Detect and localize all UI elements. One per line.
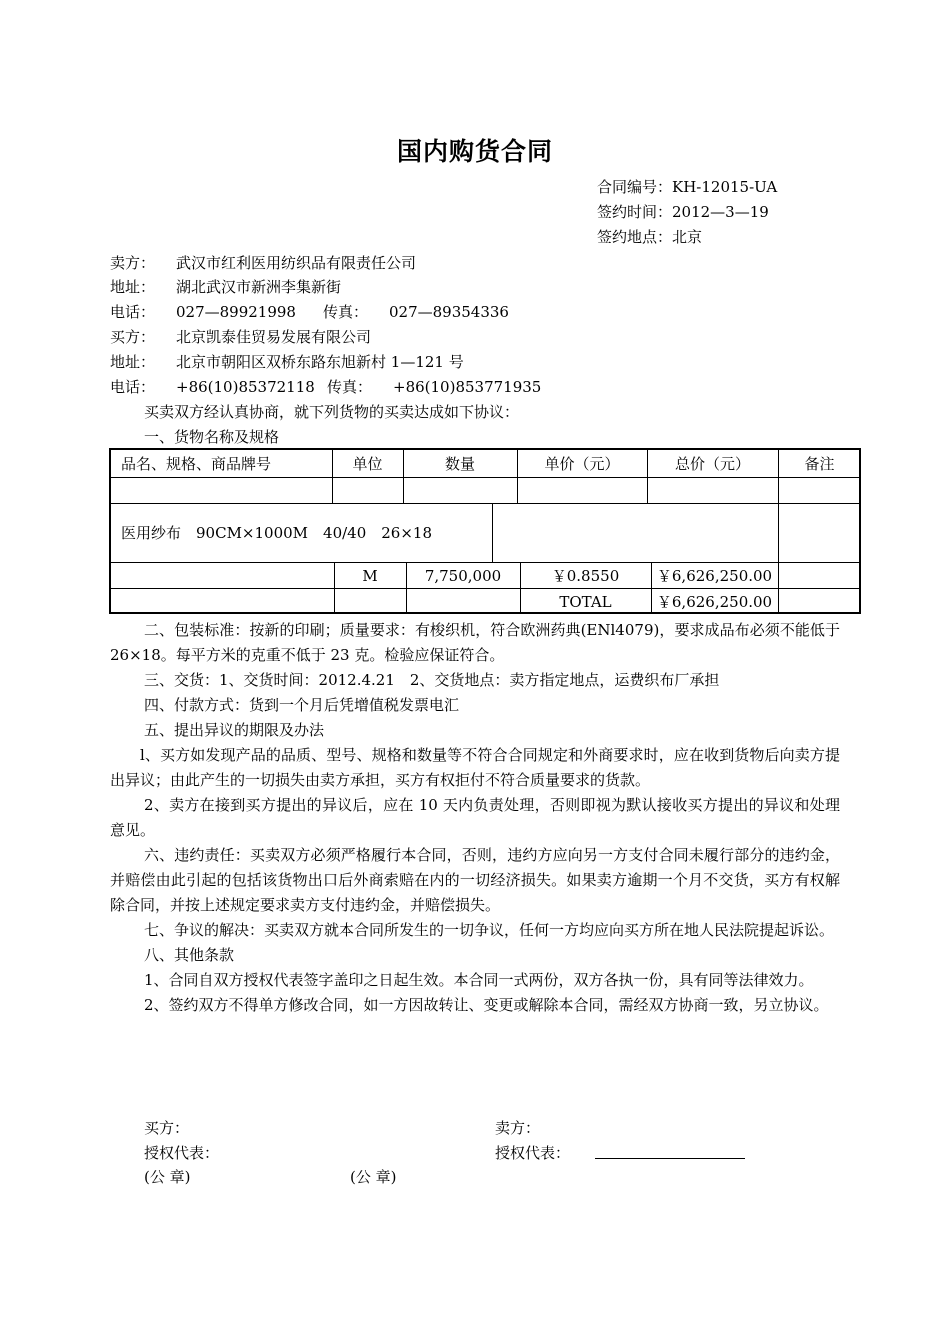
clause-liability: 六、违约责任：买卖双方必须严格履行本合同，否则，违约方应向另一方支付合同未履行部分的违约金，并赔偿由此引起的包括该货物出口后外商索赔在内的一切经济损失。如果卖方逾期一个月不交货，买方有权解除合同，并按上述规定要求卖方支付违约金，并赔偿损失。 <box>110 846 840 914</box>
sign-place: 签约地点：北京 <box>597 228 703 246</box>
buyer-name: 北京凯泰佳贸易发展有限公司 <box>176 328 372 346</box>
total-price-value: ￥6,626,250.00 <box>656 567 773 585</box>
contract-title: 国内购货合同 <box>396 137 553 166</box>
buyer-phone: +86(10)85372118 <box>176 378 315 396</box>
buyer-label: 买方： <box>110 328 156 346</box>
clause-objection-2: 2、卖方在接到买方提出的异议后，应在 10 天内负责处理，否则即视为默认接收买方提出的异议和处理意见。 <box>110 796 840 839</box>
total-label: TOTAL <box>559 593 612 611</box>
seller-phone: 027—89921998 <box>176 303 296 321</box>
sig-seller-label: 卖方： <box>495 1119 541 1137</box>
section-goods-heading: 一、货物名称及规格 <box>144 428 280 446</box>
product-spec: 医用纱布 90CM×1000M 40/40 26×18 <box>121 524 432 542</box>
signature-line <box>595 1158 745 1159</box>
buyer-phone-label: 电话： <box>110 378 156 396</box>
clause-dispute: 七、争议的解决：买卖双方就本合同所发生的一切争议，任何一方均应向买方所在地人民法院提起诉讼。 <box>144 921 835 939</box>
seller-address: 湖北武汉市新洲李集新街 <box>176 278 342 296</box>
clause-delivery: 三、交货：1、交货时间：2012.4.21 2、交货地点：卖方指定地点，运费织布厂承担 <box>144 671 720 689</box>
sig-buyer-rep: 授权代表： <box>144 1144 220 1162</box>
sig-buyer-seal: (公 章) <box>144 1168 191 1186</box>
buyer-fax-label: 传真： <box>327 378 373 396</box>
seller-name: 武汉市红利医用纺织品有限责任公司 <box>176 254 417 272</box>
sig-buyer-label: 买方： <box>144 1119 190 1137</box>
clause-objection-heading: 五、提出异议的期限及办法 <box>144 721 325 739</box>
seller-address-label: 地址： <box>110 278 156 296</box>
clause-other-heading: 八、其他条款 <box>144 946 235 964</box>
seller-fax: 027—89354336 <box>389 303 509 321</box>
unit-value: M <box>362 567 378 585</box>
buyer-address-label: 地址： <box>110 353 156 371</box>
col-header-unit-price: 单价（元） <box>544 455 620 473</box>
contract-clauses <box>110 618 840 1018</box>
buyer-address: 北京市朝阳区双桥东路东旭新村 1—121 号 <box>176 353 464 371</box>
seller-fax-label: 传真： <box>323 303 369 321</box>
clause-payment: 四、付款方式：货到一个月后凭增值税发票电汇 <box>144 696 460 714</box>
grand-total-value: ￥6,626,250.00 <box>656 593 773 611</box>
goods-table <box>109 448 861 614</box>
seller-label: 卖方： <box>110 254 156 272</box>
sign-date: 签约时间：2012—3—19 <box>597 203 769 221</box>
contract-number: 合同编号：KH-12015-UA <box>597 178 778 196</box>
seller-phone-label: 电话： <box>110 303 156 321</box>
clause-other-1: 1、合同自双方授权代表签字盖印之日起生效。本合同一式两份，双方各执一份，具有同等法律效力。 <box>144 971 814 989</box>
col-header-product: 品名、规格、商品牌号 <box>121 455 272 473</box>
sig-seller-rep: 授权代表： <box>495 1144 571 1162</box>
col-header-remarks: 备注 <box>804 455 835 473</box>
buyer-fax: +86(10)853771935 <box>393 378 542 396</box>
col-header-quantity: 数量 <box>444 455 475 473</box>
clause-packaging: 二、包装标准：按新的印刷；质量要求：有梭织机，符合欧洲药典(ENl4079)，要求成品布必须不能低于 26×18。每平方米的克重不低于 23 克。检验应保证符合。 <box>110 621 840 664</box>
col-header-unit: 单位 <box>352 455 383 473</box>
intro-text: 买卖双方经认真协商，就下列货物的买卖达成如下协议： <box>144 403 520 421</box>
unit-price-value: ￥0.8550 <box>551 567 620 585</box>
quantity-value: 7,750,000 <box>424 567 502 585</box>
col-header-total-price: 总价（元） <box>674 455 750 473</box>
clause-other-2: 2、签约双方不得单方修改合同，如一方因故转让、变更或解除本合同，需经双方协商一致，另立协议。 <box>144 996 829 1014</box>
sig-seller-seal: (公 章) <box>350 1168 397 1186</box>
clause-objection-1: l、买方如发现产品的品质、型号、规格和数量等不符合合同规定和外商要求时，应在收到货物后向卖方提出异议；由此产生的一切损失由卖方承担，买方有权拒付不符合质量要求的货款。 <box>110 746 840 789</box>
